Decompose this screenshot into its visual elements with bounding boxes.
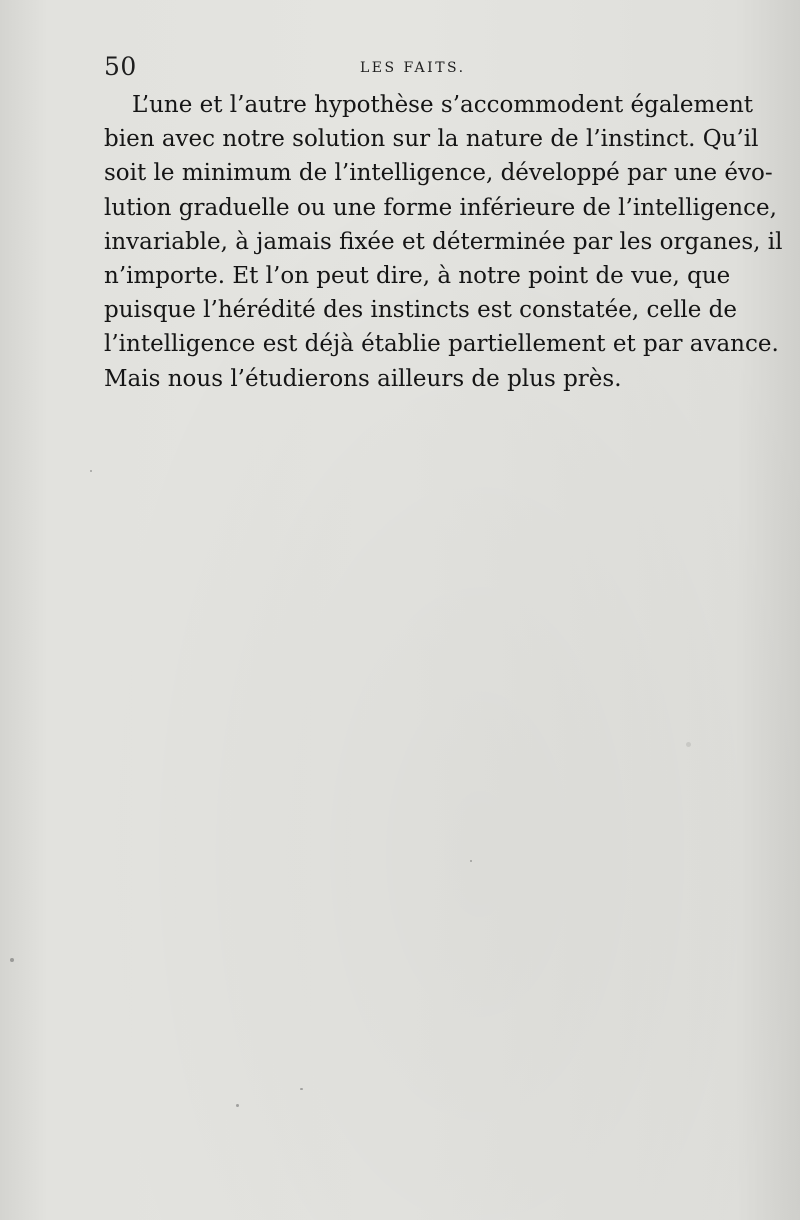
text-line: Mais nous l’étudierons ailleurs de plus près. bbox=[104, 365, 622, 392]
page-number: 50 bbox=[104, 52, 137, 81]
paper-speck bbox=[470, 860, 472, 862]
text-line: L’une et l’autre hypothèse s’accommodent également bbox=[132, 92, 753, 118]
paper-speck bbox=[10, 958, 14, 962]
paper-speck bbox=[236, 1104, 239, 1107]
text-line: n’importe. Et l’on peut dire, à notre point de vue, que bbox=[104, 263, 731, 290]
text-line: puisque l’hérédité des instincts est constatée, celle de bbox=[104, 297, 737, 324]
running-head: LES FAITS. bbox=[360, 60, 466, 76]
paper-speck bbox=[686, 742, 691, 747]
text-line: soit le minimum de l’intelligence, développé par une évo- bbox=[104, 160, 773, 187]
page-header bbox=[104, 48, 724, 84]
text-line: lution graduelle ou une forme inférieure de l’intelligence, bbox=[104, 194, 777, 221]
text-line: bien avec notre solution sur la nature de l’instinct. Qu’il bbox=[104, 126, 759, 153]
text-line: l’intelligence est déjà établie partiellement et par avance. bbox=[104, 331, 779, 358]
paper-speck bbox=[300, 1088, 303, 1090]
text-line: invariable, à jamais fixée et déterminée par les organes, il bbox=[104, 228, 783, 255]
paragraph bbox=[104, 88, 783, 396]
paper-speck bbox=[90, 470, 92, 472]
